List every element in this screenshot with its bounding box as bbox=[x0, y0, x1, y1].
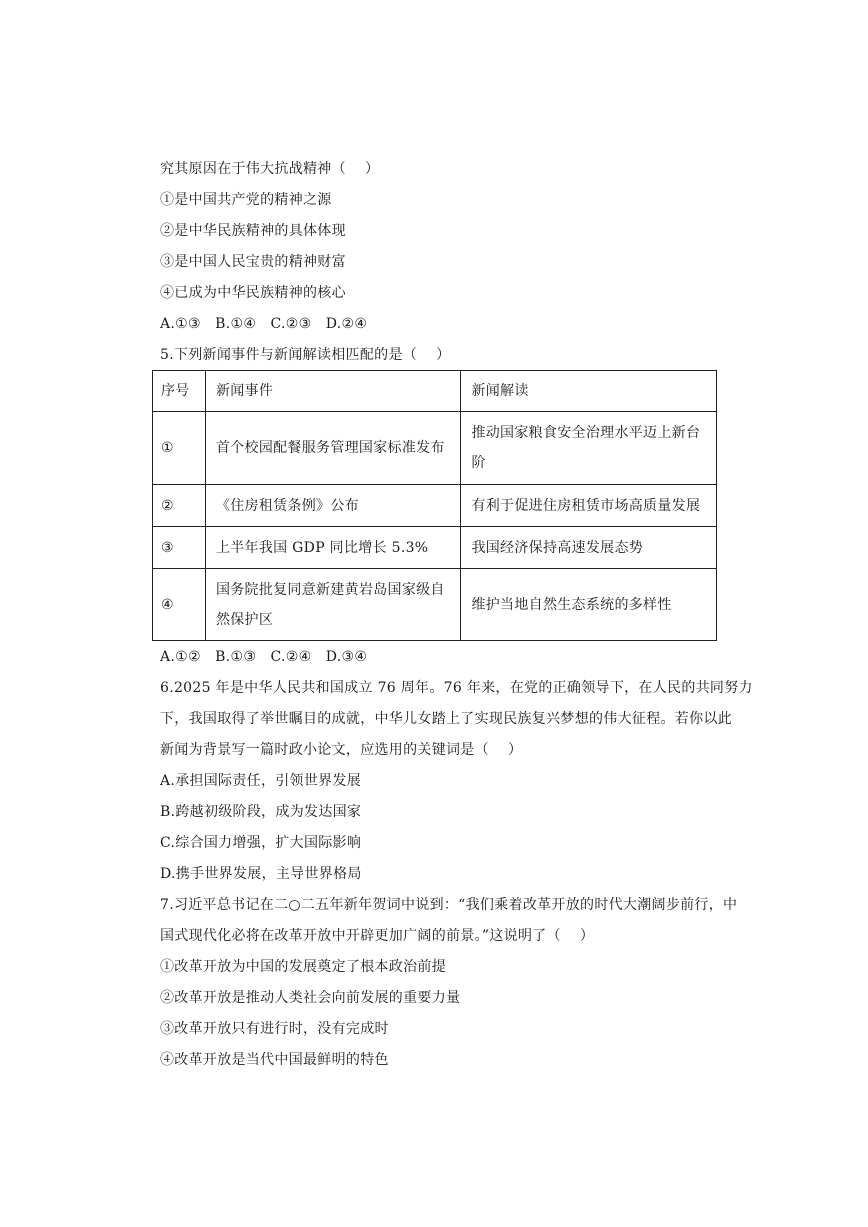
q7-statement-4: ④改革开放是当代中国最鲜明的特色 bbox=[160, 1052, 389, 1068]
q6-stem-line-1: 6.2025 年是中华人民共和国成立 76 周年。76 年来，在党的正确领导下，在人民的共同努力 bbox=[160, 680, 753, 696]
q7-stem-line-2: 国式现代化必将在改革开放中开辟更加广阔的前景。”这说明了（ ） bbox=[160, 928, 595, 944]
q6-option-c: C.综合国力增强，扩大国际影响 bbox=[160, 835, 362, 851]
table-row bbox=[153, 569, 717, 641]
row-event: 《住房租赁条例》公布 bbox=[205, 485, 461, 527]
q4-statement-1: ①是中国共产党的精神之源 bbox=[160, 192, 332, 208]
row-interpretation: 有利于促进住房租赁市场高质量发展 bbox=[461, 485, 717, 527]
q7-statement-2: ②改革开放是推动人类社会向前发展的重要力量 bbox=[160, 990, 461, 1006]
news-table bbox=[152, 370, 717, 641]
q7-stem-line-1: 7.习近平总书记在二○二五年新年贺词中说到：“我们乘着改革开放的时代大潮阔步前行，中 bbox=[160, 897, 738, 913]
q6-stem-line-2: 下，我国取得了举世瞩目的成就，中华儿女踏上了实现民族复兴梦想的伟大征程。若你以此 bbox=[160, 711, 732, 727]
row-number: ④ bbox=[153, 569, 206, 641]
table-header-row bbox=[153, 371, 717, 412]
row-event: 上半年我国 GDP 同比增长 5.3% bbox=[205, 527, 461, 569]
q4-statement-4: ④已成为中华民族精神的核心 bbox=[160, 285, 346, 301]
row-interpretation: 维护当地自然生态系统的多样性 bbox=[461, 569, 717, 641]
row-number: ② bbox=[153, 485, 206, 527]
header-cell-number: 序号 bbox=[153, 371, 206, 412]
q4-stem: 究其原因在于伟大抗战精神（ ） bbox=[160, 161, 380, 177]
q6-option-b: B.跨越初级阶段，成为发达国家 bbox=[160, 804, 362, 820]
q7-statement-1: ①改革开放为中国的发展奠定了根本政治前提 bbox=[160, 959, 446, 975]
table-row bbox=[153, 527, 717, 569]
q4-statement-2: ②是中华民族精神的具体体现 bbox=[160, 223, 346, 239]
q4-options: A.①③ B.①④ C.②③ D.②④ bbox=[160, 316, 368, 332]
q6-option-d: D.携手世界发展，主导世界格局 bbox=[160, 866, 362, 882]
q6-option-a: A.承担国际责任，引领世界发展 bbox=[160, 773, 362, 789]
q6-stem-line-3: 新闻为背景写一篇时政小论文，应选用的关键词是（ ） bbox=[160, 742, 523, 758]
row-interpretation: 我国经济保持高速发展态势 bbox=[461, 527, 717, 569]
row-number: ③ bbox=[153, 527, 206, 569]
header-cell-event: 新闻事件 bbox=[205, 371, 461, 412]
row-event: 国务院批复同意新建黄岩岛国家级自然保护区 bbox=[205, 569, 461, 641]
q7-statement-3: ③改革开放只有进行时，没有完成时 bbox=[160, 1021, 389, 1037]
row-event: 首个校园配餐服务管理国家标准发布 bbox=[205, 412, 461, 485]
table-row bbox=[153, 412, 717, 485]
q5-stem: 5.下列新闻事件与新闻解读相匹配的是（ ） bbox=[160, 347, 451, 363]
q5-options: A.①② B.①③ C.②④ D.③④ bbox=[160, 649, 368, 665]
q4-statement-3: ③是中国人民宝贵的精神财富 bbox=[160, 254, 346, 270]
table-row bbox=[153, 485, 717, 527]
row-interpretation: 推动国家粮食安全治理水平迈上新台阶 bbox=[461, 412, 717, 485]
row-number: ① bbox=[153, 412, 206, 485]
header-cell-interpretation: 新闻解读 bbox=[461, 371, 717, 412]
